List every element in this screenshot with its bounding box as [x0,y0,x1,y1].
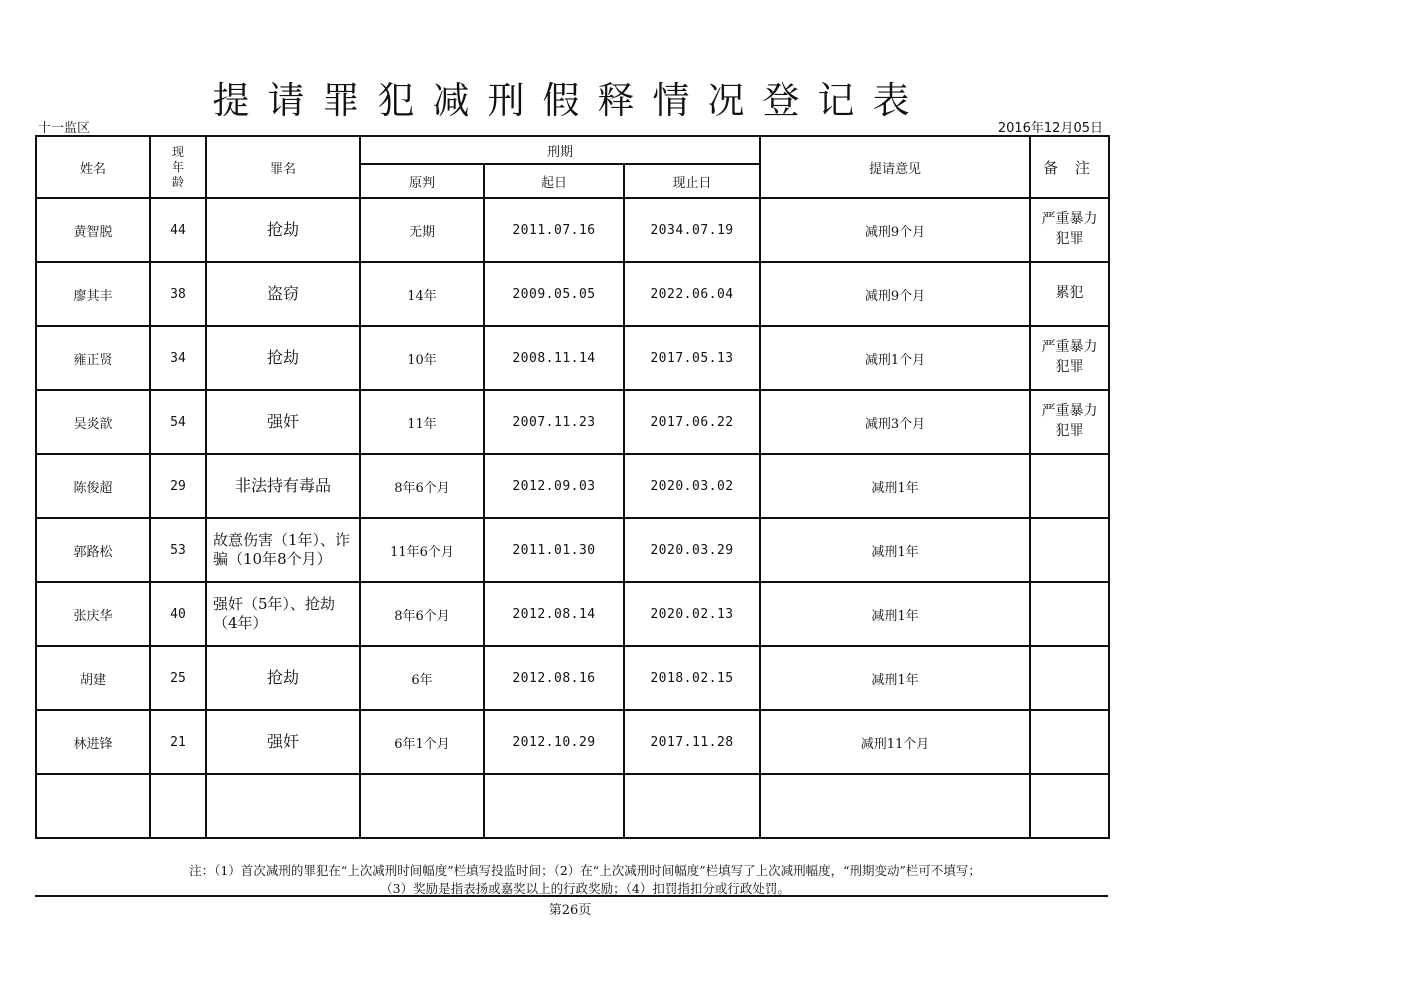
cell-name: 雍正贤 [36,326,150,390]
cell-current-end: 2034.07.19 [624,198,760,262]
cell-crime: 抢劫 [206,326,360,390]
cell-name: 郭路松 [36,518,150,582]
cell-opinion: 减刑1年 [760,454,1030,518]
cell-age: 44 [150,198,206,262]
header-current-end: 现止日 [624,164,760,198]
cell-name: 张庆华 [36,582,150,646]
cell-name: 廖其丰 [36,262,150,326]
cell-opinion: 减刑3个月 [760,390,1030,454]
header-opinion: 提请意见 [760,136,1030,198]
footnote [60,862,1110,898]
cell-name: 黄智脱 [36,198,150,262]
cell-start: 2012.08.16 [484,646,624,710]
cell-age [150,774,206,838]
header-remark: 备 注 [1030,136,1109,198]
bottom-rule [35,895,1108,897]
cell-remark [1030,646,1109,710]
cell-original: 无期 [360,198,484,262]
cell-age: 29 [150,454,206,518]
page-title: 提请罪犯减刑假释情况登记表 [212,79,928,122]
table-body [36,198,1109,838]
cell-crime: 强奸 [206,390,360,454]
cell-crime: 非法持有毒品 [206,454,360,518]
header-crime: 罪名 [206,136,360,198]
cell-start: 2007.11.23 [484,390,624,454]
cell-opinion [760,774,1030,838]
cell-age: 21 [150,710,206,774]
cell-crime: 抢劫 [206,646,360,710]
cell-age: 38 [150,262,206,326]
cell-crime: 抢劫 [206,198,360,262]
cell-current-end: 2017.11.28 [624,710,760,774]
cell-name: 胡建 [36,646,150,710]
cell-remark [1030,582,1109,646]
cell-age: 34 [150,326,206,390]
cell-original: 8年6个月 [360,582,484,646]
report-date: 2016年12月05日 [997,121,1103,136]
cell-original: 10年 [360,326,484,390]
cell-opinion: 减刑1年 [760,646,1030,710]
header-name: 姓名 [36,136,150,198]
cell-crime: 强奸（5年）、抢劫（4年） [206,582,360,646]
header-age-text: 现年龄 [171,144,184,189]
cell-current-end [624,774,760,838]
cell-start: 2012.09.03 [484,454,624,518]
cell-opinion: 减刑9个月 [760,262,1030,326]
table-row [36,710,1109,774]
table-row [36,646,1109,710]
cell-opinion: 减刑9个月 [760,198,1030,262]
header-term: 刑期 [360,136,760,164]
cell-remark: 严重暴力犯罪 [1030,198,1109,262]
cell-age: 40 [150,582,206,646]
cell-remark [1030,518,1109,582]
cell-name: 吴炎歆 [36,390,150,454]
cell-start [484,774,624,838]
cell-original: 6年 [360,646,484,710]
cell-age: 53 [150,518,206,582]
cell-crime [206,774,360,838]
cell-current-end: 2020.03.02 [624,454,760,518]
cell-remark [1030,710,1109,774]
cell-current-end: 2020.02.13 [624,582,760,646]
table-row [36,326,1109,390]
cell-crime: 盗窃 [206,262,360,326]
table-row [36,454,1109,518]
table-row [36,518,1109,582]
cell-remark: 严重暴力犯罪 [1030,390,1109,454]
page-number: 第26页 [548,903,592,918]
table-row [36,262,1109,326]
cell-start: 2008.11.14 [484,326,624,390]
cell-name [36,774,150,838]
cell-opinion: 减刑11个月 [760,710,1030,774]
cell-age: 54 [150,390,206,454]
cell-name: 林进锋 [36,710,150,774]
cell-current-end: 2020.03.29 [624,518,760,582]
unit-label: 十一监区 [38,121,91,136]
header-age [150,136,206,198]
cell-start: 2009.05.05 [484,262,624,326]
cell-current-end: 2022.06.04 [624,262,760,326]
cell-remark [1030,454,1109,518]
cell-original: 11年 [360,390,484,454]
table-row [36,198,1109,262]
footnote-line-2: （3）奖励是指表扬或嘉奖以上的行政奖励；（4）扣罚指扣分或行政处罚。 [380,881,790,896]
cell-start: 2011.07.16 [484,198,624,262]
cell-original: 11年6个月 [360,518,484,582]
cell-current-end: 2018.02.15 [624,646,760,710]
table-row [36,390,1109,454]
header-start: 起日 [484,164,624,198]
cell-crime: 故意伤害（1年）、诈骗（10年8个月） [206,518,360,582]
cell-current-end: 2017.05.13 [624,326,760,390]
cell-original [360,774,484,838]
cell-start: 2011.01.30 [484,518,624,582]
cell-opinion: 减刑1年 [760,518,1030,582]
cell-crime: 强奸 [206,710,360,774]
table-row [36,774,1109,838]
cell-age: 25 [150,646,206,710]
cell-remark [1030,774,1109,838]
cell-original: 8年6个月 [360,454,484,518]
cell-original: 6年1个月 [360,710,484,774]
cell-original: 14年 [360,262,484,326]
header-original: 原判 [360,164,484,198]
cell-name: 陈俊超 [36,454,150,518]
cell-remark: 严重暴力犯罪 [1030,326,1109,390]
footnote-line-1: 注：（1）首次减刑的罪犯在“上次减刑时间幅度”栏填写投监时间；（2）在“上次减刑时间幅度”栏填写了上次减刑幅度，“刑期变动”栏可不填写； [189,863,981,878]
cell-start: 2012.10.29 [484,710,624,774]
cell-start: 2012.08.14 [484,582,624,646]
register-table [35,135,1110,839]
cell-current-end: 2017.06.22 [624,390,760,454]
cell-remark: 累犯 [1030,262,1109,326]
cell-opinion: 减刑1个月 [760,326,1030,390]
table-row [36,582,1109,646]
cell-opinion: 减刑1年 [760,582,1030,646]
